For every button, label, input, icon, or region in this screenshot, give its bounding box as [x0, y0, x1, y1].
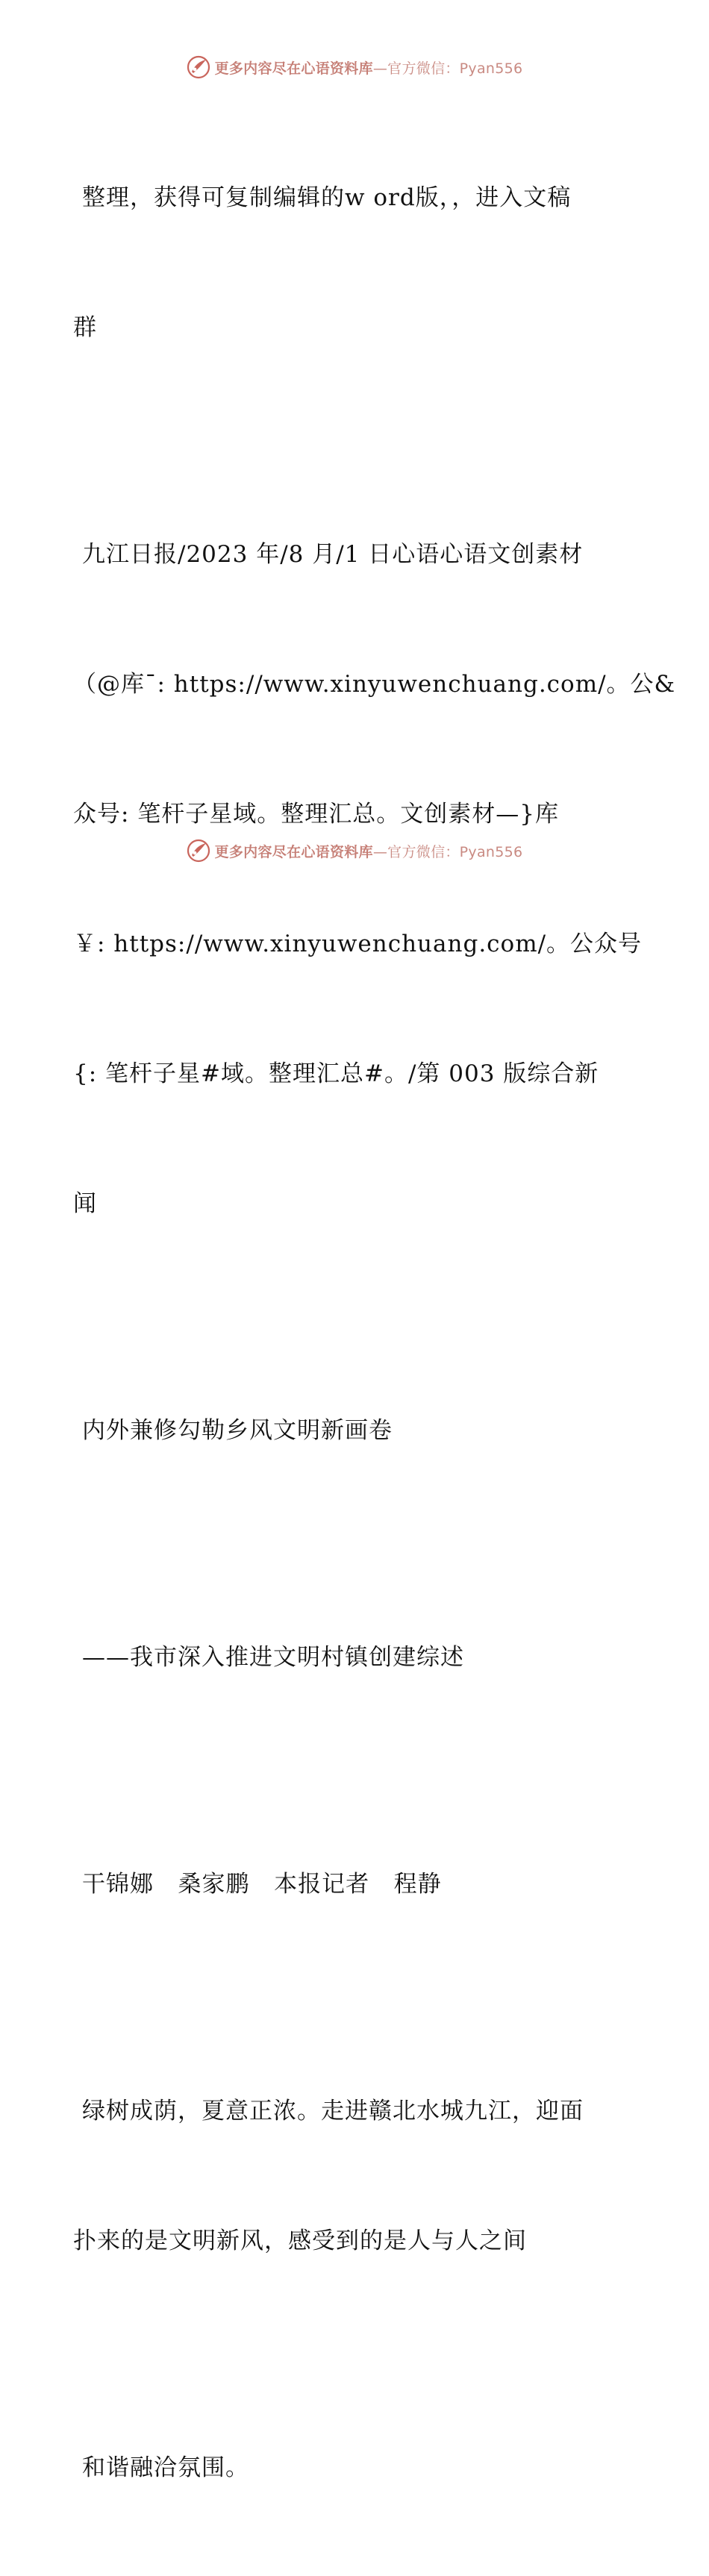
source-line: {: 笔杆子星#域。整理汇总#。/第 003 版综合新 [73, 1060, 599, 1087]
source-line: ￥: https://www.xinyuwenchuang.com/。公众号 [73, 931, 643, 957]
document-body [73, 90, 676, 2576]
body-line: 扑来的是文明新风，感受到的是人与人之间 [73, 2228, 527, 2254]
footer-watermark [0, 836, 709, 866]
intro-paragraph [73, 90, 640, 436]
source-line: 闻 [73, 1190, 97, 1217]
brush-logo-icon [187, 839, 210, 863]
article-subtitle-text: ——我市深入推进文明村镇创建综述 [82, 1644, 464, 1671]
source-line: 九江日报/2023 年/8 月/1 日心语心语文创素材 [82, 541, 584, 568]
header-watermark-prefix: 更多内容尽在心语资料库 [214, 60, 373, 77]
article-title-text: 内外兼修勾勒乡风文明新画卷 [82, 1417, 393, 1444]
header-watermark-text [215, 57, 523, 78]
source-paragraph [73, 446, 676, 1312]
article-subtitle [73, 1549, 640, 1766]
closing-line: 和谐融洽氛围。 [82, 2454, 249, 2481]
article-authors-text: 干锦娜 桑家鹏 本报记者 程静 [82, 1871, 442, 1898]
source-line: 众号: 笔杆子星域。整理汇总。文创素材—}库 [73, 801, 560, 828]
footer-watermark-suffix: —官方微信：Pyan556 [372, 843, 523, 860]
article-title [73, 1322, 640, 1539]
body-line: 绿树成荫，夏意正浓。走进赣北水城九江，迎面 [82, 2098, 584, 2125]
source-line: （@库¯: https://www.xinyuwenchuang.com/。公& [73, 671, 676, 698]
header-watermark [0, 52, 709, 82]
intro-line: 整理，获得可复制编辑的w ord版，，进入文稿 [82, 184, 572, 211]
article-authors [73, 1776, 640, 1992]
header-watermark-suffix: —官方微信：Pyan556 [372, 60, 523, 77]
intro-line: 群 [73, 314, 97, 341]
brush-logo-icon [187, 55, 210, 79]
footer-watermark-prefix: 更多内容尽在心语资料库 [214, 843, 373, 860]
footer-watermark-text [215, 841, 523, 861]
body-paragraph [73, 2003, 640, 2349]
closing-paragraph [73, 2360, 640, 2576]
